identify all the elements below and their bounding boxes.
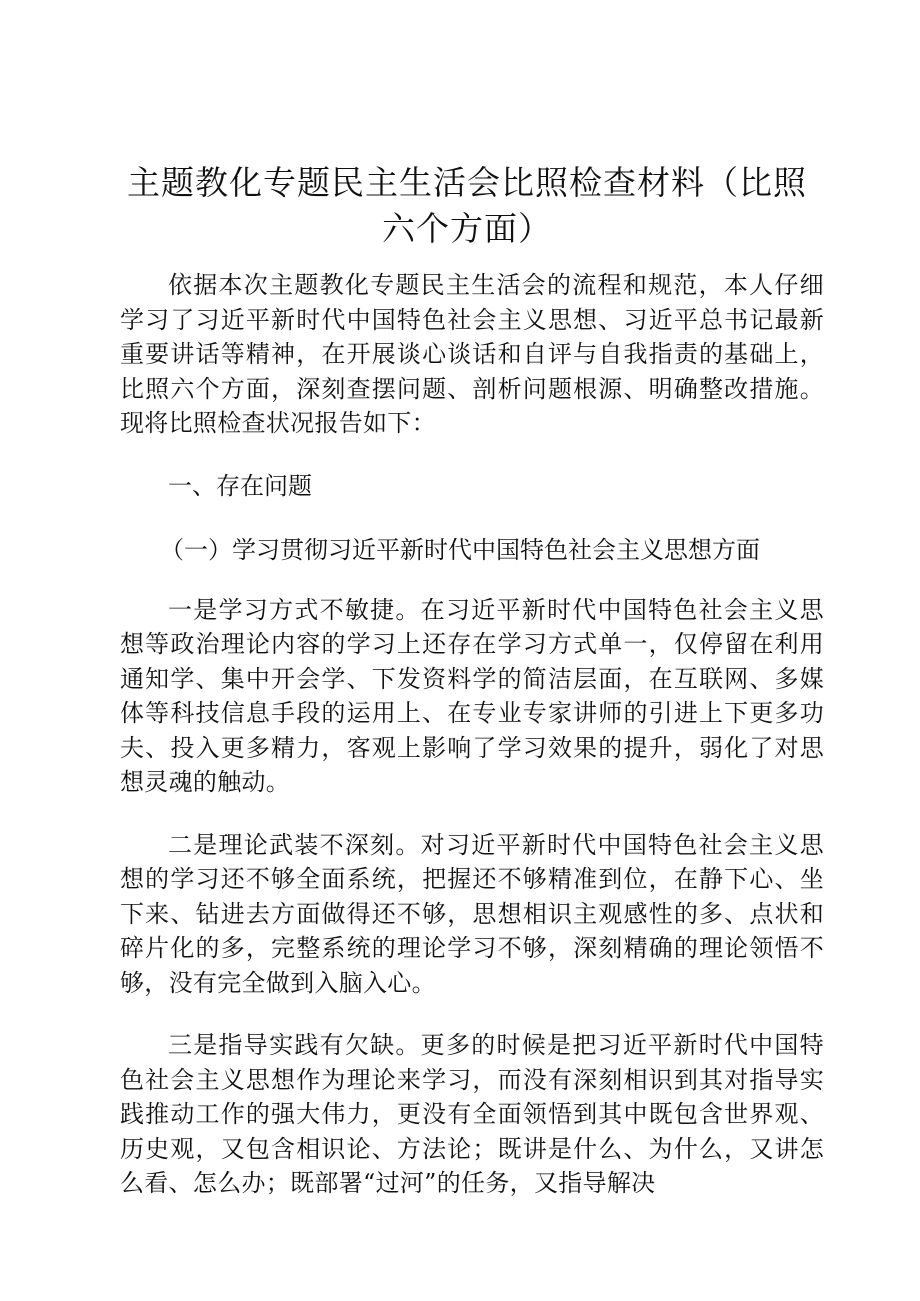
subsection-heading-study: （一）学习贯彻习近平新时代中国特色社会主义思想方面 [160,535,760,564]
paragraph-point-3: 三是指导实践有欠缺。更多的时候是把习近平新时代中国特色社会主义思想作为理论来学习，而没有深刻相识到其对指导实践推动工作的强大伟力，更没有全面领悟到其中既包含世界观、历史观，又包含相识论、方法论；既讲是什么、为什么，又讲怎么看、怎么办；既部署“过河”的任务，又指导解决 [120,1031,824,1197]
document-body [120,268,824,1229]
intro-paragraph: 依据本次主题教化专题民主生活会的流程和规范，本人仔细学习了习近平新时代中国特色社会主义思想、习近平总书记最新重要讲话等精神，在开展谈心谈话和自评与自我指责的基础上，比照六个方面，深刻查摆问题、剖析问题根源、明确整改措施。现将比照检查状况报告如下： [120,271,824,437]
document-title: 主题教化专题民主生活会比照检查材料（比照六个方面） [127,163,807,248]
paragraph-point-1: 一是学习方式不敏捷。在习近平新时代中国特色社会主义思想等政治理论内容的学习上还存在学习方式单一，仅停留在利用通知学、集中开会学、下发资料学的简洁层面，在互联网、多媒体等科技信息手段的运用上、在专业专家讲师的引进上下更多功夫、投入更多精力，客观上影响了学习效果的提升，弱化了对思想灵魂的触动。 [120,595,824,796]
section-heading-problems: 一、存在问题 [168,471,312,500]
paragraph-point-2: 二是理论武装不深刻。对习近平新时代中国特色社会主义思想的学习还不够全面系统，把握还不够精准到位，在静下心、坐下来、钻进去方面做得还不够，思想相识主观感性的多、点状和碎片化的多，完整系统的理论学习不够，深刻精确的理论领悟不够，没有完全做到入脑入心。 [120,830,824,997]
